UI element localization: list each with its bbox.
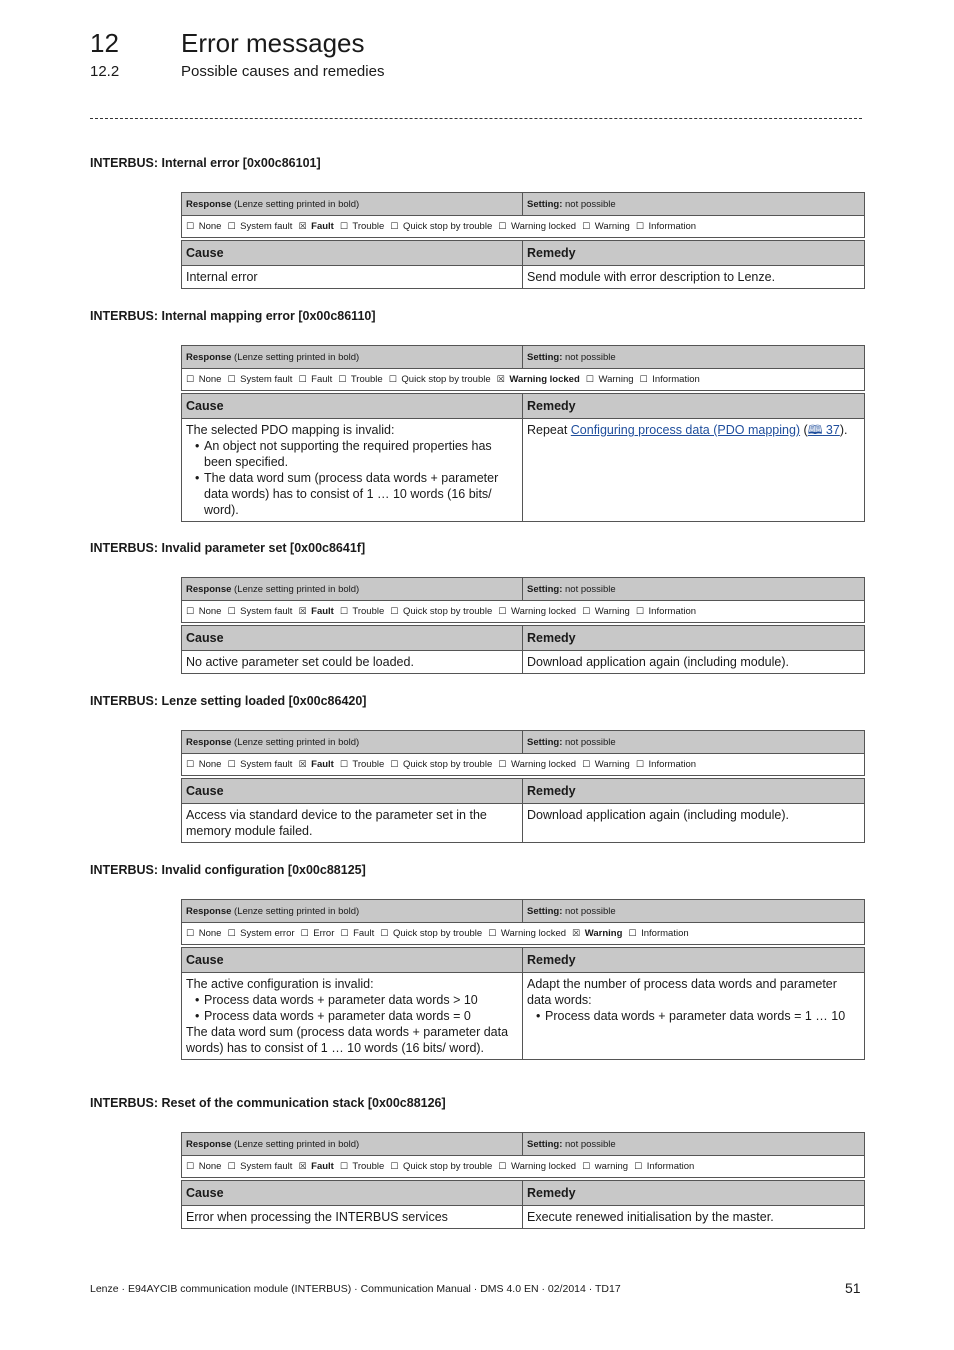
- response-options: [182, 216, 865, 238]
- error-heading: INTERBUS: Internal mapping error [0x00c86110]: [90, 309, 376, 323]
- response-option-label: Warning: [594, 606, 630, 617]
- response-option-label: Fault: [311, 221, 334, 232]
- response-option-label: Information: [652, 374, 700, 385]
- unchecked-box-icon: ☐: [186, 606, 195, 616]
- unchecked-box-icon: ☐: [635, 606, 644, 616]
- unchecked-box-icon: ☐: [498, 1161, 507, 1171]
- unchecked-box-icon: ☐: [227, 221, 236, 231]
- unchecked-box-icon: ☐: [635, 759, 644, 769]
- response-option: [298, 1161, 333, 1172]
- response-option: [338, 374, 382, 385]
- response-option-label: Fault: [311, 1161, 334, 1172]
- response-option: [227, 374, 292, 385]
- response-option: [389, 374, 491, 385]
- cause-intro: The active configuration is invalid:: [186, 977, 374, 991]
- response-option-label: Warning: [584, 928, 623, 939]
- cause-remedy-table: [181, 947, 865, 1060]
- response-option-label: System fault: [240, 1161, 293, 1172]
- section-number: 12.2: [90, 63, 120, 80]
- remedy-bullet-list: [527, 1008, 860, 1024]
- response-option: [390, 221, 492, 232]
- unchecked-box-icon: ☐: [585, 374, 594, 384]
- setting-header: Setting: not possible: [523, 1133, 865, 1156]
- remedy-cell: Download application again (including module).: [523, 651, 865, 674]
- response-option: [186, 606, 221, 617]
- response-option: [572, 928, 622, 939]
- unchecked-box-icon: ☐: [582, 606, 591, 616]
- response-option-label: None: [198, 374, 222, 385]
- response-option: [380, 928, 482, 939]
- remedy-header: Remedy: [523, 394, 865, 419]
- response-option-label: Warning: [594, 759, 630, 770]
- unchecked-box-icon: ☐: [488, 928, 497, 938]
- cause-remedy-table: [181, 1180, 865, 1229]
- response-option: [298, 374, 332, 385]
- response-option-label: Warning locked: [510, 221, 577, 232]
- response-option-label: None: [198, 221, 222, 232]
- section-title: Possible causes and remedies: [181, 63, 385, 80]
- checked-box-icon: ☒: [298, 1161, 307, 1171]
- error-heading: INTERBUS: Internal error [0x00c86101]: [90, 156, 321, 170]
- unchecked-box-icon: ☐: [227, 1161, 236, 1171]
- footer-text: Lenze · E94AYCIB communication module (INTERBUS) · Communication Manual · DMS 4.0 EN · 02/2014 · TD17: [90, 1283, 621, 1295]
- response-option: [498, 1161, 576, 1172]
- response-option: [390, 1161, 492, 1172]
- response-option-label: System fault: [240, 374, 293, 385]
- response-header: Response (Lenze setting printed in bold): [182, 900, 523, 923]
- remedy-header: Remedy: [523, 241, 865, 266]
- unchecked-box-icon: ☐: [390, 1161, 399, 1171]
- cause-header: Cause: [182, 241, 523, 266]
- response-option: [636, 221, 696, 232]
- remedy-cell: [523, 973, 865, 1060]
- response-option: [186, 1161, 221, 1172]
- response-option: [586, 374, 634, 385]
- cause-remedy-table: [181, 625, 865, 674]
- response-option-label: Information: [641, 928, 689, 939]
- response-option: [582, 759, 630, 770]
- response-table: [181, 345, 865, 391]
- response-option: [640, 374, 700, 385]
- setting-header: Setting: not possible: [523, 193, 865, 216]
- unchecked-box-icon: ☐: [227, 606, 236, 616]
- unchecked-box-icon: ☐: [498, 606, 507, 616]
- unchecked-box-icon: ☐: [339, 1161, 348, 1171]
- response-option: [227, 1161, 292, 1172]
- response-option: [186, 928, 221, 939]
- response-options: [182, 601, 865, 623]
- response-option-label: Quick stop by trouble: [402, 221, 493, 232]
- response-option-label: Trouble: [352, 1161, 385, 1172]
- pdo-mapping-link[interactable]: Configuring process data (PDO mapping): [570, 423, 801, 437]
- cause-cell: [182, 973, 523, 1060]
- remedy-header: Remedy: [523, 626, 865, 651]
- chapter-number: 12: [90, 28, 119, 58]
- response-header: Response (Lenze setting printed in bold): [182, 346, 523, 369]
- response-option: [628, 928, 688, 939]
- response-option: [227, 928, 294, 939]
- response-option: [298, 759, 333, 770]
- response-option-label: Fault: [311, 606, 334, 617]
- response-option-label: Trouble: [350, 374, 383, 385]
- response-option-label: Warning locked: [509, 374, 580, 385]
- unchecked-box-icon: ☐: [300, 928, 309, 938]
- response-table: [181, 1132, 865, 1178]
- response-option: [227, 606, 292, 617]
- cause-header: Cause: [182, 394, 523, 419]
- response-option: [186, 759, 221, 770]
- unchecked-box-icon: ☐: [186, 221, 195, 231]
- checked-box-icon: ☒: [496, 374, 505, 384]
- response-option: [298, 221, 333, 232]
- response-option: [186, 221, 221, 232]
- unchecked-box-icon: ☐: [339, 759, 348, 769]
- book-icon: 🕮: [807, 423, 823, 437]
- response-option-label: System error: [240, 928, 295, 939]
- error-heading: INTERBUS: Invalid parameter set [0x00c8641f]: [90, 541, 366, 555]
- remedy-bullet: • Process data words + parameter data words = 1 … 10: [545, 1008, 860, 1024]
- response-option-label: Warning locked: [510, 1161, 577, 1172]
- response-table: [181, 192, 865, 238]
- response-option-label: Warning locked: [510, 606, 577, 617]
- cause-bullet: • Process data words + parameter data words = 0: [204, 1008, 518, 1024]
- remedy-cell: Execute renewed initialisation by the master.: [523, 1206, 865, 1229]
- response-option: [582, 606, 630, 617]
- response-option-label: Warning locked: [510, 759, 577, 770]
- unchecked-box-icon: ☐: [338, 374, 347, 384]
- cause-remedy-table: [181, 240, 865, 289]
- response-option: [582, 1161, 628, 1172]
- cause-cell: [182, 419, 523, 522]
- response-option-label: Fault: [311, 374, 333, 385]
- unchecked-box-icon: ☐: [582, 1161, 591, 1171]
- response-option-label: None: [198, 606, 222, 617]
- response-option: [340, 928, 374, 939]
- cause-cell: Internal error: [182, 266, 523, 289]
- response-option-label: None: [198, 759, 222, 770]
- unchecked-box-icon: ☐: [227, 759, 236, 769]
- cause-bullet-list: [186, 438, 518, 518]
- unchecked-box-icon: ☐: [635, 221, 644, 231]
- unchecked-box-icon: ☐: [639, 374, 648, 384]
- setting-header: Setting: not possible: [523, 731, 865, 754]
- remedy-intro: Adapt the number of process data words and parameter data words:: [527, 977, 837, 1007]
- response-table: [181, 899, 865, 945]
- response-header: Response (Lenze setting printed in bold): [182, 193, 523, 216]
- response-option-label: Trouble: [352, 221, 385, 232]
- response-option: [498, 221, 576, 232]
- response-option-label: System fault: [240, 759, 293, 770]
- unchecked-box-icon: ☐: [339, 221, 348, 231]
- unchecked-box-icon: ☐: [186, 1161, 195, 1171]
- response-option: [340, 1161, 384, 1172]
- response-option: [390, 606, 492, 617]
- response-option-label: Quick stop by trouble: [392, 928, 483, 939]
- response-option: [498, 759, 576, 770]
- response-option-label: None: [198, 928, 222, 939]
- response-option-label: Trouble: [352, 759, 385, 770]
- response-option: [636, 606, 696, 617]
- response-table: [181, 730, 865, 776]
- remedy-cell: Download application again (including module).: [523, 804, 865, 843]
- response-options: [182, 369, 865, 391]
- response-option-label: Fault: [311, 759, 334, 770]
- unchecked-box-icon: ☐: [388, 374, 397, 384]
- response-option: [636, 759, 696, 770]
- unchecked-box-icon: ☐: [628, 928, 637, 938]
- response-table: [181, 577, 865, 623]
- response-option: [634, 1161, 694, 1172]
- cause-cell: No active parameter set could be loaded.: [182, 651, 523, 674]
- response-option: [582, 221, 630, 232]
- unchecked-box-icon: ☐: [227, 928, 236, 938]
- response-option-label: Quick stop by trouble: [401, 374, 491, 385]
- response-option-label: Quick stop by trouble: [402, 606, 493, 617]
- response-options: [182, 1156, 865, 1178]
- cause-bullet: • Process data words + parameter data words > 10: [204, 992, 518, 1008]
- response-option-label: Warning locked: [500, 928, 567, 939]
- response-option-label: Warning: [598, 374, 634, 385]
- response-option: [498, 606, 576, 617]
- cause-header: Cause: [182, 779, 523, 804]
- response-option-label: Information: [648, 221, 697, 232]
- cause-header: Cause: [182, 948, 523, 973]
- cause-remedy-table: [181, 778, 865, 843]
- response-option-label: Fault: [353, 928, 375, 939]
- unchecked-box-icon: ☐: [186, 759, 195, 769]
- unchecked-box-icon: ☐: [227, 374, 236, 384]
- setting-header: Setting: not possible: [523, 578, 865, 601]
- unchecked-box-icon: ☐: [298, 374, 307, 384]
- remedy-cell: Repeat Configuring process data (PDO mapping) (🕮 37).: [523, 419, 865, 522]
- response-option-label: Trouble: [352, 606, 385, 617]
- cause-remedy-table: [181, 393, 865, 522]
- error-heading: INTERBUS: Invalid configuration [0x00c88125]: [90, 863, 366, 877]
- response-option: [340, 606, 384, 617]
- dashed-separator: [90, 118, 862, 119]
- response-options: [182, 923, 865, 945]
- unchecked-box-icon: ☐: [390, 221, 399, 231]
- response-option-label: None: [198, 1161, 222, 1172]
- cause-header: Cause: [182, 1181, 523, 1206]
- response-option: [390, 759, 492, 770]
- cause-cell: Error when processing the INTERBUS services: [182, 1206, 523, 1229]
- response-option: [227, 759, 292, 770]
- cause-bullet: • The data word sum (process data words + parameter data words) has to consist of 1 … 10 words (16 bits/ word).: [204, 470, 518, 518]
- unchecked-box-icon: ☐: [498, 759, 507, 769]
- cause-bullet: • An object not supporting the required properties has been specified.: [204, 438, 518, 470]
- error-entry-invalid-configuration: [90, 862, 864, 1055]
- response-option-label: Error: [313, 928, 335, 939]
- cause-outro: The data word sum (process data words + parameter data words) has to consist of 1 … 10 words (16 bits/ word).: [186, 1025, 509, 1055]
- unchecked-box-icon: ☐: [186, 928, 195, 938]
- error-entry-internal-error: [90, 155, 864, 284]
- checked-box-icon: ☒: [298, 606, 307, 616]
- cause-intro: The selected PDO mapping is invalid:: [186, 423, 395, 437]
- setting-header: Setting: not possible: [523, 346, 865, 369]
- error-heading: INTERBUS: Lenze setting loaded [0x00c86420]: [90, 694, 367, 708]
- checked-box-icon: ☒: [572, 928, 581, 938]
- checked-box-icon: ☒: [298, 221, 307, 231]
- response-option-label: warning: [594, 1161, 629, 1172]
- response-option: [227, 221, 292, 232]
- response-option: [497, 374, 580, 385]
- unchecked-box-icon: ☐: [498, 221, 507, 231]
- response-options: [182, 754, 865, 776]
- unchecked-box-icon: ☐: [380, 928, 389, 938]
- response-option-label: Information: [646, 1161, 695, 1172]
- response-option: [340, 221, 384, 232]
- unchecked-box-icon: ☐: [390, 759, 399, 769]
- response-option: [298, 606, 333, 617]
- response-option-label: Warning: [594, 221, 630, 232]
- error-entry-internal-mapping-error: [90, 308, 864, 517]
- unchecked-box-icon: ☐: [390, 606, 399, 616]
- remedy-header: Remedy: [523, 779, 865, 804]
- response-option-label: Quick stop by trouble: [402, 1161, 493, 1172]
- response-header: Response (Lenze setting printed in bold): [182, 578, 523, 601]
- remedy-header: Remedy: [523, 948, 865, 973]
- remedy-header: Remedy: [523, 1181, 865, 1206]
- unchecked-box-icon: ☐: [634, 1161, 643, 1171]
- setting-header: Setting: not possible: [523, 900, 865, 923]
- unchecked-box-icon: ☐: [339, 606, 348, 616]
- unchecked-box-icon: ☐: [582, 759, 591, 769]
- response-option-label: Information: [648, 759, 697, 770]
- response-option: [301, 928, 335, 939]
- error-entry-invalid-parameter-set: [90, 540, 864, 669]
- unchecked-box-icon: ☐: [340, 928, 349, 938]
- error-entry-reset-communication-stack: [90, 1095, 864, 1224]
- error-heading: INTERBUS: Reset of the communication stack [0x00c88126]: [90, 1096, 446, 1110]
- response-option: [340, 759, 384, 770]
- cause-cell: Access via standard device to the parameter set in the memory module failed.: [182, 804, 523, 843]
- unchecked-box-icon: ☐: [186, 374, 195, 384]
- response-header: Response (Lenze setting printed in bold): [182, 731, 523, 754]
- response-option: [186, 374, 221, 385]
- unchecked-box-icon: ☐: [582, 221, 591, 231]
- error-entry-lenze-setting-loaded: [90, 693, 864, 838]
- response-option-label: System fault: [240, 221, 293, 232]
- remedy-cell: Send module with error description to Lenze.: [523, 266, 865, 289]
- response-option-label: Information: [648, 606, 697, 617]
- response-option-label: System fault: [240, 606, 293, 617]
- checked-box-icon: ☒: [298, 759, 307, 769]
- response-header: Response (Lenze setting printed in bold): [182, 1133, 523, 1156]
- cause-header: Cause: [182, 626, 523, 651]
- cause-bullet-list: [186, 992, 518, 1024]
- response-option-label: Quick stop by trouble: [402, 759, 493, 770]
- response-option: [488, 928, 566, 939]
- page-number: 51: [845, 1280, 861, 1296]
- chapter-title: Error messages: [181, 28, 365, 58]
- page-reference-link[interactable]: 🕮 37: [807, 423, 840, 437]
